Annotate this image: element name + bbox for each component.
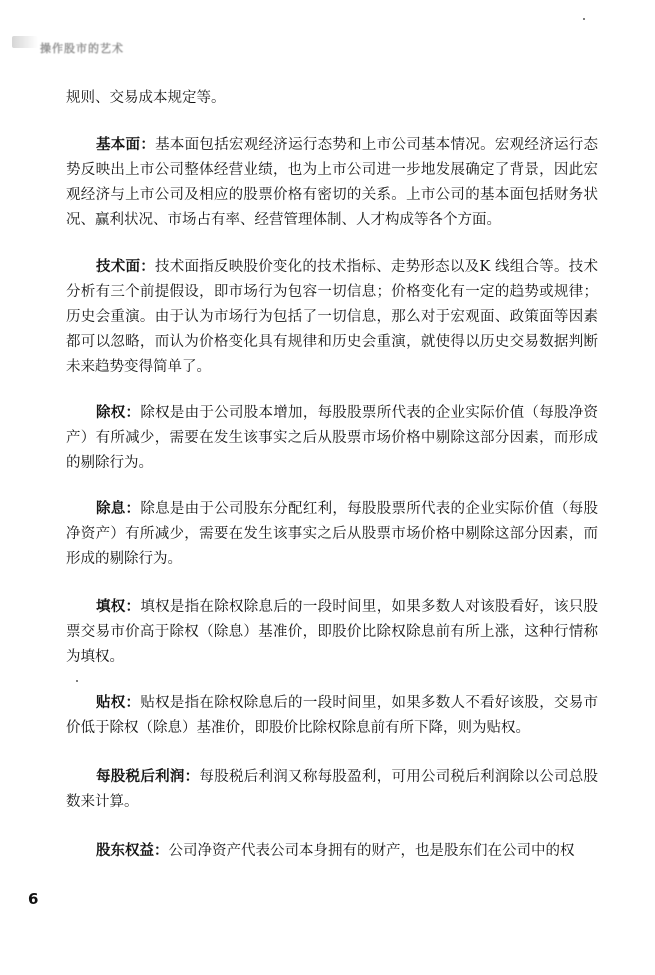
paragraph-eps [66, 764, 598, 815]
term-separator: ： [125, 694, 141, 711]
term-label: 填权 [96, 598, 126, 615]
paragraph-fundamentals [66, 132, 598, 233]
paragraph-body: 规则、交易成本规定等。 [66, 90, 226, 106]
term-separator: ： [154, 842, 169, 859]
term-label: 基本面 [96, 136, 141, 153]
paragraph-body: 除权是由于公司股本增加，每股股票所代表的企业实际价值（每股净资产）有所减少，需要在发生该事实之后从股票市场价格中剔除这部分因素，而形成的剔除行为。 [66, 405, 599, 471]
paragraph-body: 贴权是指在除权除息后的一段时间里，如果多数人不看好该股，交易市价低于除权（除息）基准价，即股价比除权除息前有所下降，则为贴权。 [66, 695, 599, 736]
paragraph-ex-rights [66, 400, 598, 476]
paragraph-ex-dividend [66, 496, 598, 572]
scan-speck [76, 680, 78, 682]
term-separator: ： [140, 258, 155, 275]
paragraph-technicals [66, 254, 598, 380]
paragraph-discount-rights [66, 690, 598, 741]
paragraph-body: 基本面包括宏观经济运行态势和上市公司基本情况。宏观经济运行态势反映出上市公司整体经营业绩，也为上市公司进一步地发展确定了背景，因此宏观经济与上市公司及相应的股票价格有密切的关系。上市公司的基本面包括财务状况、赢利状况、市场占有率、经营管理体制、人才构成等各个方面。 [66, 137, 599, 228]
page-number: 6 [28, 890, 39, 908]
paragraph-body: 技术面指反映股价变化的技术指标、走势形态以及K 线组合等。技术分析有三个前提假设，即市场行为包容一切信息；价格变化有一定的趋势或规律；历史会重演。由于认为市场行为包括了一切信息，那么对于宏观面、政策面等因素都可以忽略，而认为价格变化具有规律和历史会重演，就使得以历史交易数据判断未来趋势变得简单了。 [66, 259, 598, 375]
term-separator: ： [125, 404, 141, 421]
scan-speck [583, 18, 585, 20]
term-label: 贴权 [96, 694, 126, 711]
scan-artifact [12, 36, 38, 48]
term-separator: ： [125, 598, 141, 615]
paragraph-continuation [66, 86, 596, 111]
running-header: 操作股市的艺术 [40, 42, 124, 55]
term-separator: ： [140, 136, 156, 153]
term-label: 技术面 [96, 258, 141, 275]
paragraph-fill-rights [66, 594, 598, 670]
paragraph-body: 填权是指在除权除息后的一段时间里，如果多数人对该股看好，该只股票交易市价高于除权（除息）基准价，即股价比除权除息前有所上涨，这种行情称为填权。 [66, 599, 599, 665]
paragraph-shareholder-equity [66, 838, 598, 864]
term-label: 除权 [96, 404, 126, 421]
paragraph-body: 公司净资产代表公司本身拥有的财产，也是股东们在公司中的权 [168, 843, 575, 859]
term-separator: ： [125, 500, 141, 517]
term-label: 除息 [96, 500, 126, 517]
term-label: 每股税后利润 [96, 768, 185, 785]
term-label: 股东权益 [96, 842, 154, 859]
paragraph-body: 除息是由于公司股东分配红利，每股股票所代表的企业实际价值（每股净资产）有所减少，需要在发生该事实之后从股票市场价格中剔除这部分因素，而形成的剔除行为。 [66, 501, 599, 567]
term-separator: ： [184, 768, 200, 785]
paragraph-body: 每股税后利润又称每股盈利，可用公司税后利润除以公司总股数来计算。 [66, 769, 599, 810]
